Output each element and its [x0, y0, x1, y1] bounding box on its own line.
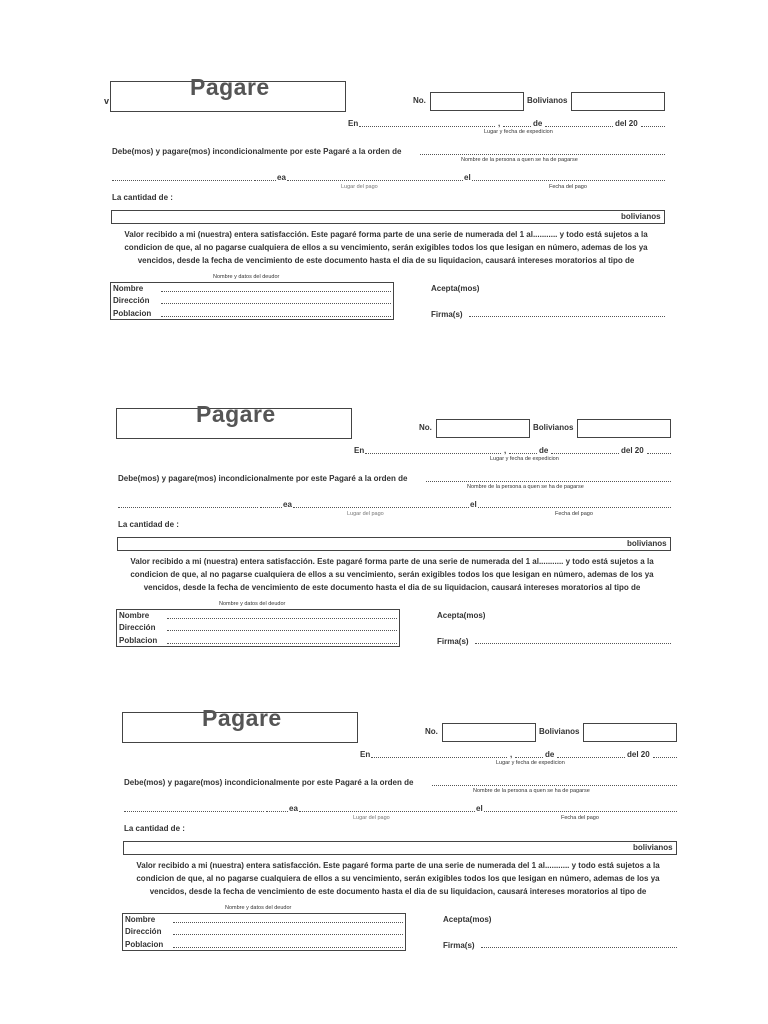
- pay-line-b[interactable]: [254, 180, 276, 181]
- currency-label: Bolivianos: [533, 423, 574, 432]
- comma: ,: [504, 446, 507, 455]
- debtor-address-line[interactable]: [161, 303, 391, 304]
- pay-line-a[interactable]: [124, 811, 264, 812]
- debtor-town-label: Poblacion: [113, 309, 152, 318]
- debtor-town-line[interactable]: [173, 947, 403, 948]
- month-line[interactable]: [551, 453, 619, 454]
- payment-date-caption: Fecha del pago: [561, 815, 599, 821]
- debtor-address-label: Dirección: [113, 296, 150, 305]
- pay-line-b[interactable]: [260, 507, 282, 508]
- debtor-name-label: Nombre: [113, 284, 144, 293]
- issue-place-date-caption: Lugar y fecha de expedicion: [484, 129, 553, 135]
- payee-line[interactable]: [420, 154, 665, 155]
- issue-place-date-caption: Lugar y fecha de expedicion: [490, 456, 559, 462]
- en-label: En: [348, 119, 359, 128]
- no-label: No.: [419, 423, 432, 432]
- amount-field[interactable]: [571, 92, 665, 111]
- payee-line[interactable]: [432, 785, 677, 786]
- del-label: del 20: [627, 750, 650, 759]
- no-label: No.: [425, 727, 438, 736]
- year-line[interactable]: [647, 453, 671, 454]
- place-line[interactable]: [371, 757, 507, 758]
- payment-date-caption: Fecha del pago: [555, 511, 593, 517]
- order-text: Debe(mos) y pagare(mos) incondicionalmente por este Pagaré a la orden de: [112, 147, 402, 156]
- month-line[interactable]: [545, 126, 613, 127]
- signature-label: Firma(s): [431, 310, 463, 319]
- no-field[interactable]: [430, 92, 524, 111]
- terms-text: Valor recibido a mi (nuestra) entera satisfacción. Este pagaré forma parte de una serie de numerada del 1 al........... y todo está sujetos a la condicion de que, al no pagarse cualquiera de ellos a su vencimiento, serán exigibles todos los que lesigan en número, ademas de los ya vencidos, desde la fecha de vencimiento de este documento hasta el dia de su liquidacion, causará intereses moratorios al tipo de: [130, 557, 654, 592]
- payment-place-line[interactable]: [299, 811, 475, 812]
- payment-place-line[interactable]: [287, 180, 463, 181]
- form-title: Pagare: [190, 74, 270, 100]
- payment-date-line[interactable]: [472, 180, 665, 181]
- comma: ,: [510, 750, 513, 759]
- ea-label: ea: [283, 500, 292, 509]
- amount-field[interactable]: [577, 419, 671, 438]
- accept-label: Acepta(mos): [443, 915, 492, 924]
- no-field[interactable]: [436, 419, 530, 438]
- payee-line[interactable]: [426, 481, 671, 482]
- payee-caption: Nombre de la persona a quen se ha de pagarse: [467, 484, 584, 490]
- el-label: el: [470, 500, 477, 509]
- no-field[interactable]: [442, 723, 536, 742]
- del-label: del 20: [615, 119, 638, 128]
- no-label: No.: [413, 96, 426, 105]
- amount-words-label: La cantidad de :: [124, 824, 185, 833]
- day-line[interactable]: [509, 453, 537, 454]
- form-title: Pagare: [202, 705, 282, 731]
- payment-place-caption: Lugar del pago: [353, 815, 390, 821]
- accept-label: Acepta(mos): [431, 284, 480, 293]
- signature-label: Firma(s): [443, 941, 475, 950]
- de-label: de: [533, 119, 543, 128]
- amount-words-field[interactable]: [123, 841, 677, 855]
- payment-date-line[interactable]: [484, 811, 677, 812]
- debtor-box: [122, 913, 406, 951]
- pagare-form-2: [6, 327, 768, 646]
- bolivianos-label: bolivianos: [633, 843, 673, 852]
- month-line[interactable]: [557, 757, 625, 758]
- ea-label: ea: [289, 804, 298, 813]
- day-line[interactable]: [515, 757, 543, 758]
- bolivianos-label: bolivianos: [627, 539, 667, 548]
- debtor-address-line[interactable]: [173, 934, 403, 935]
- debtor-town-line[interactable]: [161, 316, 391, 317]
- accept-label: Acepta(mos): [437, 611, 486, 620]
- year-line[interactable]: [641, 126, 665, 127]
- del-label: del 20: [621, 446, 644, 455]
- debtor-caption: Nombre y datos del deudor: [225, 905, 292, 911]
- el-label: el: [464, 173, 471, 182]
- terms-text: Valor recibido a mi (nuestra) entera satisfacción. Este pagaré forma parte de una serie de numerada del 1 al........... y todo está sujetos a la condicion de que, al no pagarse cualquiera de ellos a su vencimiento, serán exigibles todos los que lesigan en número, ademas de los ya vencidos, desde la fecha de vencimiento de este documento hasta el dia de su liquidacion, causará intereses moratorios al tipo de: [124, 230, 648, 265]
- payment-date-line[interactable]: [478, 507, 671, 508]
- issue-place-date-caption: Lugar y fecha de expedicion: [496, 760, 565, 766]
- day-line[interactable]: [503, 126, 531, 127]
- form-title: Pagare: [196, 401, 276, 427]
- debtor-name-line[interactable]: [173, 922, 403, 923]
- debtor-name-label: Nombre: [119, 611, 150, 620]
- currency-label: Bolivianos: [527, 96, 568, 105]
- place-line[interactable]: [359, 126, 495, 127]
- pay-line-a[interactable]: [112, 180, 252, 181]
- bolivianos-label: bolivianos: [621, 212, 661, 221]
- payment-place-line[interactable]: [293, 507, 469, 508]
- year-line[interactable]: [653, 757, 677, 758]
- signature-line[interactable]: [469, 316, 665, 317]
- el-label: el: [476, 804, 483, 813]
- pay-line-b[interactable]: [266, 811, 288, 812]
- place-line[interactable]: [365, 453, 501, 454]
- pay-line-a[interactable]: [118, 507, 258, 508]
- debtor-address-label: Dirección: [125, 927, 162, 936]
- amount-words-field[interactable]: [117, 537, 671, 551]
- pagare-form-1: [0, 0, 768, 319]
- amount-field[interactable]: [583, 723, 677, 742]
- payment-date-caption: Fecha del pago: [549, 184, 587, 190]
- amount-words-field[interactable]: [111, 210, 665, 224]
- debtor-town-label: Poblacion: [119, 636, 158, 645]
- en-label: En: [354, 446, 365, 455]
- payment-place-caption: Lugar del pago: [347, 511, 384, 517]
- order-text: Debe(mos) y pagare(mos) incondicionalmente por este Pagaré a la orden de: [118, 474, 408, 483]
- payee-caption: Nombre de la persona a quen se ha de pagarse: [461, 157, 578, 163]
- order-text: Debe(mos) y pagare(mos) incondicionalmente por este Pagaré a la orden de: [124, 778, 414, 787]
- terms-text: Valor recibido a mi (nuestra) entera satisfacción. Este pagaré forma parte de una serie de numerada del 1 al........... y todo está sujetos a la condicion de que, al no pagarse cualquiera de ellos a su vencimiento, serán exigibles todos los que lesigan en número, ademas de los ya vencidos, desde la fecha de vencimiento de este documento hasta el dia de su liquidacion, causará intereses moratorios al tipo de: [136, 861, 660, 896]
- debtor-caption: Nombre y datos del deudor: [219, 601, 286, 607]
- debtor-town-label: Poblacion: [125, 940, 164, 949]
- en-label: En: [360, 750, 371, 759]
- debtor-box: [110, 282, 394, 320]
- currency-label: Bolivianos: [539, 727, 580, 736]
- debtor-name-line[interactable]: [161, 291, 391, 292]
- pagare-form-3: [12, 631, 768, 950]
- debtor-name-label: Nombre: [125, 915, 156, 924]
- comma: ,: [498, 119, 501, 128]
- amount-words-label: La cantidad de :: [118, 520, 179, 529]
- amount-words-label: La cantidad de :: [112, 193, 173, 202]
- payment-place-caption: Lugar del pago: [341, 184, 378, 190]
- stray-letter: v: [104, 96, 110, 106]
- debtor-name-line[interactable]: [167, 618, 397, 619]
- signature-line[interactable]: [481, 947, 677, 948]
- de-label: de: [539, 446, 549, 455]
- payee-caption: Nombre de la persona a quen se ha de pagarse: [473, 788, 590, 794]
- signature-label: Firma(s): [437, 637, 469, 646]
- de-label: de: [545, 750, 555, 759]
- debtor-address-label: Dirección: [119, 623, 156, 632]
- debtor-caption: Nombre y datos del deudor: [213, 274, 280, 280]
- ea-label: ea: [277, 173, 286, 182]
